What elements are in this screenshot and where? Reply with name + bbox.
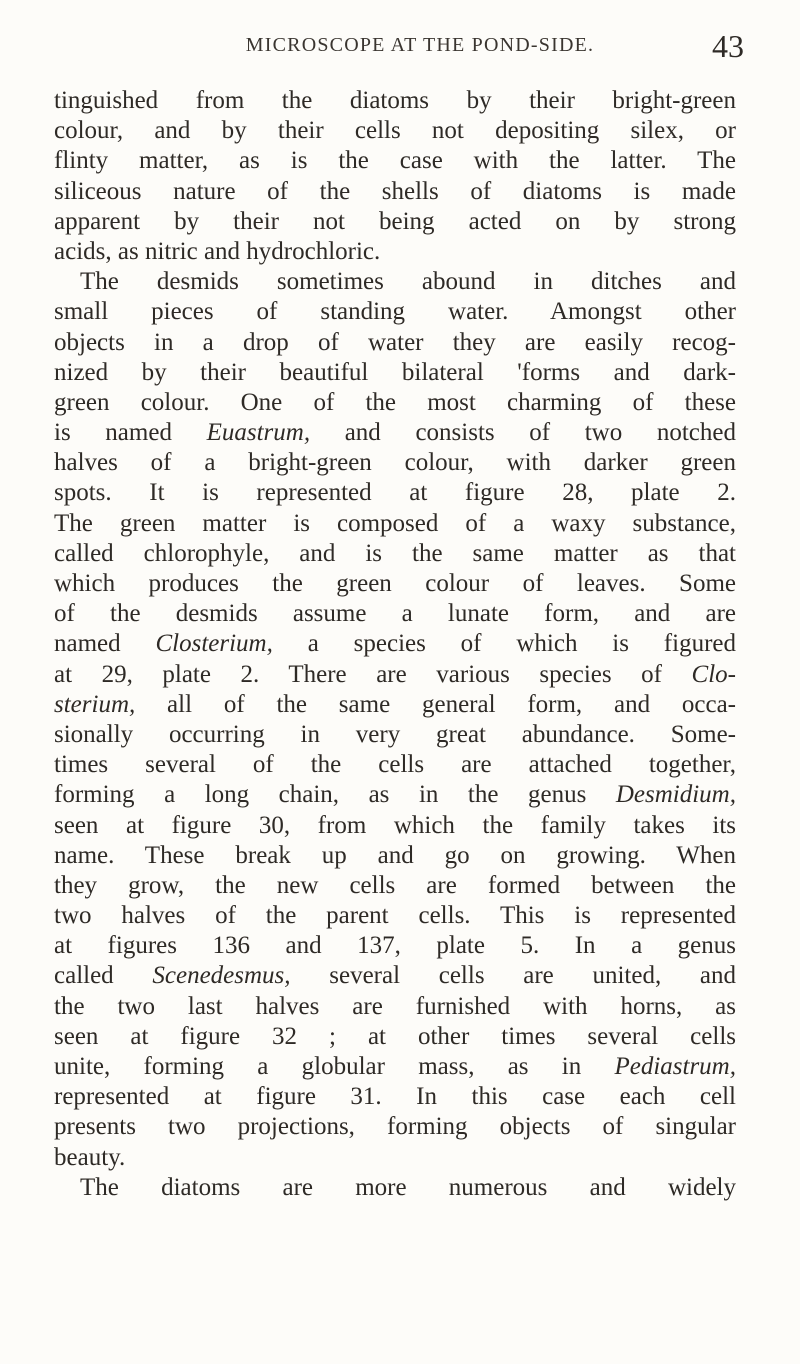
- text-segment: at 29, plate 2. There are various species of: [54, 660, 692, 688]
- text-segment: siliceous nature of the shells of diatoms is made: [54, 177, 736, 205]
- text-segment: several cells are united, and: [290, 962, 737, 990]
- text-segment: unite, forming a globular mass, as in: [54, 1053, 615, 1080]
- italic-term: Pediastrum,: [614, 1053, 736, 1080]
- text-line: [54, 811, 736, 841]
- text-line: [54, 448, 736, 478]
- text-line: [54, 418, 736, 448]
- text-segment: presents two projections, forming objects of singular: [54, 1113, 736, 1141]
- italic-term: Euastrum,: [206, 419, 311, 447]
- text-line: [54, 478, 736, 508]
- running-head: [56, 28, 744, 68]
- text-line: [54, 328, 736, 358]
- text-segment: and consists of two notched: [310, 419, 736, 447]
- text-line: [54, 539, 736, 569]
- text-segment: represented at figure 31. In this case each cell: [54, 1083, 736, 1111]
- text-line: [54, 177, 736, 207]
- text-line: [54, 116, 736, 146]
- text-segment: flinty matter, as is the case with the latter. The: [54, 147, 736, 175]
- text-segment: two halves of the parent cells. This is represented: [54, 902, 736, 930]
- text-segment: acids, as nitric and hydrochloric.: [54, 237, 381, 265]
- text-line: [54, 871, 736, 901]
- text-line: [54, 750, 736, 780]
- running-title: MICROSCOPE AT THE POND-SIDE.: [245, 34, 595, 56]
- text-segment: seen at figure 32 ; at other times several cells: [54, 1022, 736, 1050]
- text-segment: is named: [54, 419, 207, 447]
- text-segment: tinguished from the diatoms by their bright-green: [54, 87, 736, 114]
- text-segment: times several of the cells are attached together,: [54, 751, 736, 779]
- text-segment: which produces the green colour of leaves. Some: [54, 570, 736, 597]
- text-line: [54, 629, 736, 659]
- text-segment: of the desmids assume a lunate form, and are: [54, 600, 736, 628]
- text-segment: seen at figure 30, from which the family takes its: [54, 811, 736, 839]
- text-segment: The desmids sometimes abound in ditches and: [80, 268, 736, 296]
- text-line: [54, 1082, 736, 1112]
- text-segment: halves of a bright-green colour, with darker green: [54, 449, 736, 477]
- text-segment: the two last halves are furnished with horns, as: [54, 992, 736, 1020]
- text-line: [54, 720, 736, 750]
- text-segment: The diatoms are more numerous and widely: [80, 1173, 736, 1201]
- text-line: [54, 1173, 736, 1203]
- text-segment: name. These break up and go on growing. When: [54, 841, 736, 869]
- text-line: [54, 1052, 736, 1082]
- text-segment: colour, and by their cells not depositing silex, or: [54, 117, 736, 145]
- text-segment: small pieces of standing water. Amongst other: [54, 298, 736, 326]
- italic-term: Clo-: [691, 660, 736, 688]
- text-segment: spots. It is represented at figure 28, plate 2.: [54, 479, 736, 507]
- italic-term: Desmidium,: [615, 781, 736, 809]
- text-line: [54, 599, 736, 629]
- text-line: [54, 1112, 736, 1142]
- text-segment: at figures 136 and 137, plate 5. In a genus: [54, 932, 736, 960]
- text-line: [54, 237, 736, 267]
- text-segment: objects in a drop of water they are easily recog-: [54, 328, 736, 356]
- page-number: 43: [712, 28, 744, 64]
- text-line: [54, 207, 736, 237]
- text-line: [54, 690, 736, 720]
- text-line: [54, 267, 736, 297]
- text-segment: green colour. One of the most charming of these: [54, 388, 736, 416]
- text-line: [54, 841, 736, 871]
- text-segment: called chlorophyle, and is the same matter as that: [54, 539, 736, 567]
- text-segment: apparent by their not being acted on by strong: [54, 207, 736, 235]
- text-line: [54, 297, 736, 327]
- text-line: [54, 992, 736, 1022]
- text-segment: sionally occurring in very great abundance. Some-: [54, 720, 736, 748]
- body-text: [54, 86, 736, 1203]
- italic-term: Closterium,: [155, 630, 273, 658]
- text-line: [54, 1143, 736, 1173]
- text-line: [54, 1022, 736, 1052]
- italic-term: Scenedesmus,: [152, 962, 291, 990]
- text-line: [54, 86, 736, 116]
- text-line: [54, 146, 736, 176]
- text-line: [54, 961, 736, 991]
- text-segment: forming a long chain, as in the genus: [54, 781, 616, 809]
- text-segment: The green matter is composed of a waxy substance,: [54, 509, 736, 537]
- text-line: [54, 780, 736, 810]
- text-line: [54, 931, 736, 961]
- text-segment: beauty.: [54, 1143, 126, 1171]
- text-segment: named: [54, 630, 156, 658]
- text-line: [54, 358, 736, 388]
- text-line: [54, 901, 736, 931]
- text-segment: called: [54, 962, 153, 990]
- text-line: [54, 569, 736, 599]
- text-line: [54, 509, 736, 539]
- text-segment: a species of which is figured: [272, 630, 736, 658]
- text-line: [54, 660, 736, 690]
- italic-term: sterium,: [54, 690, 136, 718]
- text-line: [54, 388, 736, 418]
- text-segment: nized by their beautiful bilateral 'forms and dark-: [54, 358, 736, 386]
- text-segment: all of the same general form, and occa-: [135, 690, 736, 718]
- text-segment: they grow, the new cells are formed between the: [54, 871, 736, 899]
